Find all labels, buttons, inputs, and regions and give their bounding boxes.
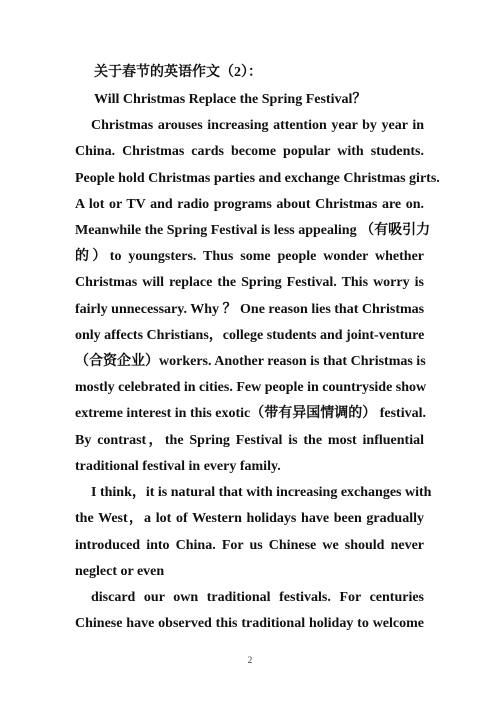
text-line-14: traditional festival in every family. xyxy=(75,459,281,474)
text-line-16: the West，a lot of Western holidays have been gradually xyxy=(75,511,424,526)
text-line-20: Chinese have observed this traditional holiday to welcome xyxy=(75,616,424,631)
page-number: 2 xyxy=(247,655,253,665)
text-line-8: fairly unnecessary. Why ？ One reason lies that Christmas xyxy=(75,302,425,317)
text-line-12: extreme interest in this exotic（带有异国情调的） festival. xyxy=(75,406,426,421)
text-line-2: China. Christmas cards become popular with students. xyxy=(75,144,424,159)
text-line-15: I think，it is natural that with increasing exchanges with xyxy=(91,485,432,500)
text-line-4: A lot or TV and radio programs about Christmas are on. xyxy=(75,197,424,212)
text-line-17: introduced into China. For us Chinese we should never xyxy=(75,538,424,553)
chinese-heading: 关于春节的英语作文（2）： xyxy=(94,65,262,80)
text-line-18: neglect or even xyxy=(75,564,165,579)
text-line-11: mostly celebrated in cities. Few people in countryside show xyxy=(75,380,427,395)
text-line-7: Christmas will replace the Spring Festival. This worry is xyxy=(75,275,424,290)
text-line-10: （合资企业）workers. Another reason is that Christmas is xyxy=(75,354,426,369)
essay-title: Will Christmas Replace the Spring Festival？ xyxy=(94,92,367,107)
text-line-13: By contrast，the Spring Festival is the most influential xyxy=(75,433,424,448)
text-line-1: Christmas arouses increasing attention year by year in xyxy=(91,118,424,133)
text-line-19: discard our own traditional festivals. For centuries xyxy=(91,590,424,605)
text-line-6: 的）to youngsters. Thus some people wonder whether xyxy=(75,249,424,264)
text-line-3: People hold Christmas parties and exchange Christmas girts. xyxy=(75,171,440,186)
text-line-9: only affects Christians，college students and joint-venture xyxy=(75,328,425,343)
text-line-5: Meanwhile the Spring Festival is less appealing （有吸引力 xyxy=(75,223,431,238)
